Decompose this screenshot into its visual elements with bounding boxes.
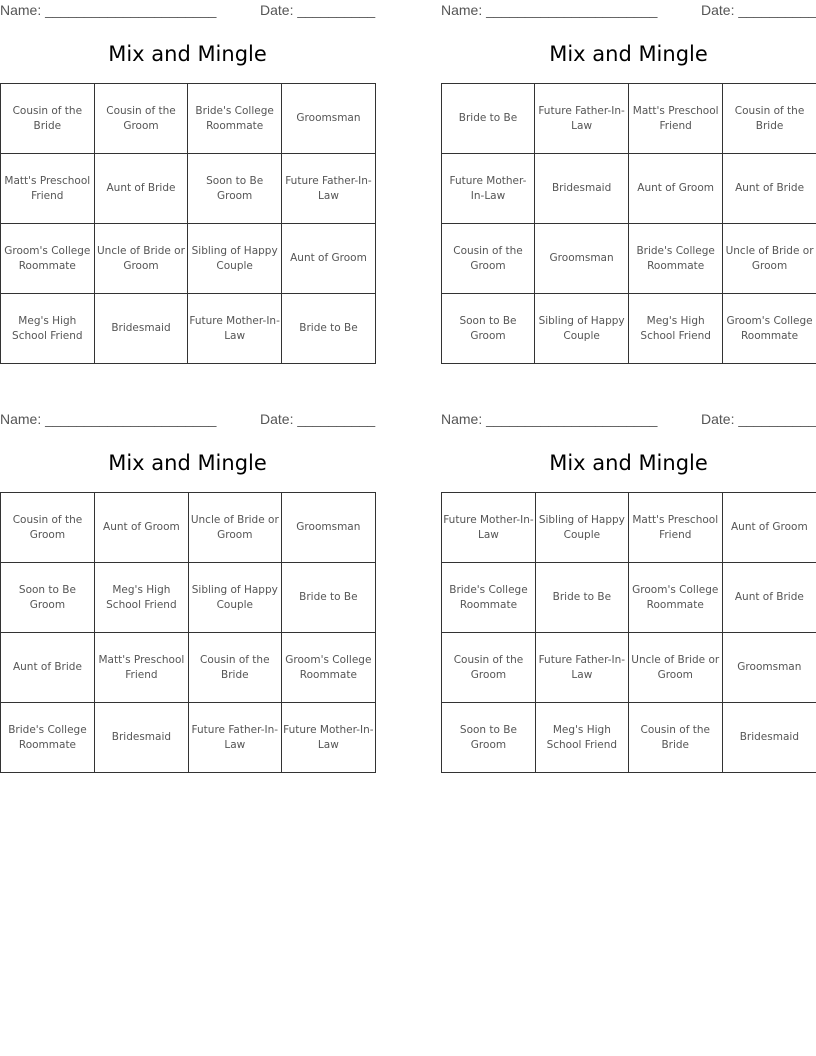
grid-cell: Sibling of Happy Couple (535, 493, 628, 563)
grid-cell: Aunt of Groom (281, 224, 375, 294)
grid-cell: Bride to Be (535, 563, 628, 633)
grid-cell: Groom's College Roommate (628, 563, 722, 633)
grid-cell: Cousin of the Bride (628, 703, 722, 773)
grid-cell: Soon to Be Groom (442, 294, 535, 364)
name-field: Name: ______________________ (0, 411, 217, 427)
grid-row (1, 493, 376, 563)
grid-cell: Bride to Be (281, 563, 375, 633)
grid-cell: Meg's High School Friend (535, 703, 628, 773)
grid-cell: Future Mother-In-Law (442, 154, 535, 224)
grid-cell: Future Mother-In-Law (442, 493, 536, 563)
grid-cell: Matt's Preschool Friend (94, 633, 188, 703)
grid-cell: Future Father-In-Law (534, 84, 628, 154)
grid-cell: Groomsman (281, 84, 375, 154)
name-field: Name: ______________________ (441, 2, 658, 18)
name-field: Name: ______________________ (0, 2, 217, 18)
grid-cell: Meg's High School Friend (629, 294, 723, 364)
name-field: Name: ______________________ (441, 411, 658, 427)
card-title: Mix and Mingle (108, 451, 267, 475)
grid-row (1, 224, 376, 294)
grid-cell: Future Mother-In-Law (281, 703, 375, 773)
date-field: Date: __________ (260, 411, 376, 427)
grid-cell: Groom's College Roommate (723, 294, 816, 364)
grid-row (442, 84, 816, 154)
grid-cell: Uncle of Bride or Groom (628, 633, 722, 703)
grid-cell: Bridesmaid (94, 703, 188, 773)
grid-cell: Future Father-In-Law (535, 633, 628, 703)
grid-cell: Uncle of Bride or Groom (94, 224, 188, 294)
grid-cell: Groomsman (281, 493, 375, 563)
grid-cell: Groom's College Roommate (1, 224, 95, 294)
bingo-grid (441, 83, 816, 364)
grid-cell: Aunt of Bride (723, 154, 816, 224)
grid-cell: Soon to Be Groom (188, 154, 282, 224)
grid-cell: Bride's College Roommate (1, 703, 95, 773)
grid-row (1, 84, 376, 154)
grid-row (442, 563, 816, 633)
grid-cell: Cousin of the Groom (1, 493, 95, 563)
grid-cell: Future Father-In-Law (281, 154, 375, 224)
grid-row (442, 493, 816, 563)
bingo-card (441, 0, 816, 375)
grid-cell: Soon to Be Groom (442, 703, 536, 773)
bingo-grid (441, 492, 816, 773)
grid-cell: Groomsman (534, 224, 628, 294)
bingo-card (0, 409, 376, 784)
grid-cell: Groomsman (722, 633, 816, 703)
grid-row (442, 224, 816, 294)
grid-cell: Aunt of Groom (629, 154, 723, 224)
grid-cell: Aunt of Groom (94, 493, 188, 563)
grid-cell: Bride to Be (281, 294, 375, 364)
grid-cell: Future Mother-In-Law (188, 294, 282, 364)
grid-row (442, 154, 816, 224)
grid-cell: Bridesmaid (94, 294, 188, 364)
grid-cell: Bride to Be (442, 84, 535, 154)
grid-row (1, 294, 376, 364)
grid-cell: Bridesmaid (534, 154, 628, 224)
date-field: Date: __________ (701, 2, 816, 18)
grid-row (442, 703, 816, 773)
grid-cell: Sibling of Happy Couple (188, 224, 282, 294)
card-title: Mix and Mingle (549, 451, 708, 475)
bingo-card (441, 409, 816, 784)
grid-cell: Cousin of the Bride (1, 84, 95, 154)
grid-row (442, 294, 816, 364)
bingo-grid (0, 83, 376, 364)
grid-cell: Aunt of Bride (94, 154, 188, 224)
grid-cell: Matt's Preschool Friend (628, 493, 722, 563)
grid-cell: Cousin of the Bride (188, 633, 281, 703)
bingo-grid (0, 492, 376, 773)
grid-cell: Soon to Be Groom (1, 563, 95, 633)
grid-cell: Sibling of Happy Couple (188, 563, 281, 633)
grid-cell: Bride's College Roommate (629, 224, 723, 294)
date-field: Date: __________ (701, 411, 816, 427)
grid-cell: Bridesmaid (722, 703, 816, 773)
grid-cell: Uncle of Bride or Groom (723, 224, 816, 294)
grid-row (1, 703, 376, 773)
date-field: Date: __________ (260, 2, 376, 18)
grid-cell: Cousin of the Groom (442, 633, 536, 703)
grid-cell: Cousin of the Bride (723, 84, 816, 154)
grid-cell: Matt's Preschool Friend (629, 84, 723, 154)
bingo-card (0, 0, 376, 375)
grid-row (1, 563, 376, 633)
grid-cell: Aunt of Bride (722, 563, 816, 633)
grid-cell: Aunt of Groom (722, 493, 816, 563)
card-title: Mix and Mingle (108, 42, 267, 66)
grid-cell: Meg's High School Friend (1, 294, 95, 364)
grid-cell: Bride's College Roommate (188, 84, 282, 154)
grid-cell: Cousin of the Groom (442, 224, 535, 294)
grid-cell: Groom's College Roommate (281, 633, 375, 703)
grid-row (442, 633, 816, 703)
grid-cell: Matt's Preschool Friend (1, 154, 95, 224)
grid-cell: Uncle of Bride or Groom (188, 493, 281, 563)
grid-cell: Meg's High School Friend (94, 563, 188, 633)
grid-row (1, 633, 376, 703)
grid-row (1, 154, 376, 224)
grid-cell: Aunt of Bride (1, 633, 95, 703)
grid-cell: Future Father-In-Law (188, 703, 281, 773)
grid-cell: Bride's College Roommate (442, 563, 536, 633)
grid-cell: Cousin of the Groom (94, 84, 188, 154)
card-title: Mix and Mingle (549, 42, 708, 66)
grid-cell: Sibling of Happy Couple (534, 294, 628, 364)
